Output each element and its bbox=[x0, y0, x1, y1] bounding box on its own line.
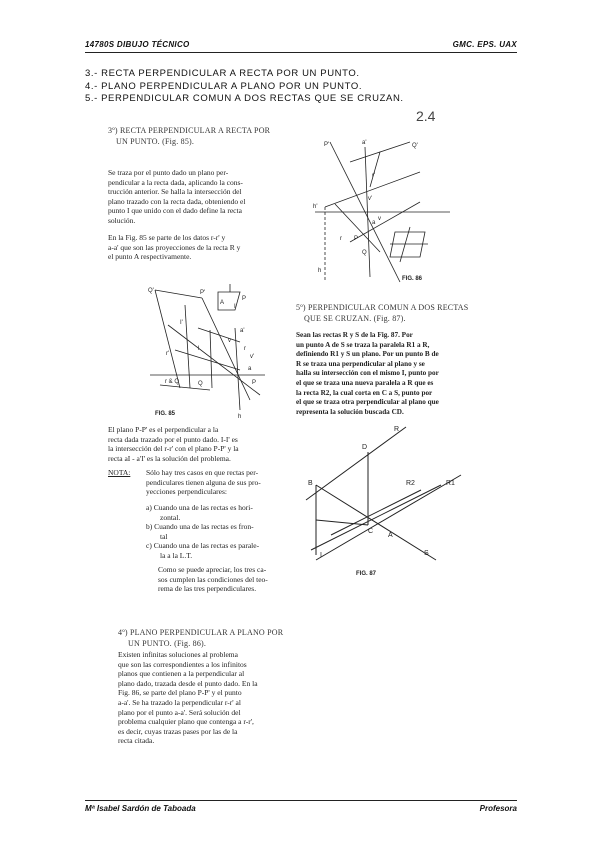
label-h: h bbox=[318, 268, 322, 274]
page-header bbox=[85, 40, 517, 53]
label-A: A bbox=[220, 300, 225, 306]
line: que son las correspondientes a los infinitos bbox=[118, 659, 247, 669]
case-b-cont: tal bbox=[160, 531, 168, 541]
label-v: v bbox=[228, 338, 231, 344]
line: el que se traza otra perpendicular al plano que bbox=[296, 398, 439, 407]
fig86-caption: FIG. 86 bbox=[402, 276, 423, 282]
label-a-prime: a' bbox=[362, 140, 367, 146]
label-R1: R1 bbox=[446, 480, 455, 487]
label-r-prime: r' bbox=[166, 351, 170, 357]
label-P-prime: P' bbox=[324, 142, 330, 148]
line: solución. bbox=[108, 215, 136, 225]
header-left: 14780S DIBUJO TÉCNICO bbox=[85, 40, 190, 49]
footer-role: Profesora bbox=[479, 804, 517, 813]
title-5: 5.- PERPENDICULAR COMUN A DOS RECTAS QUE SE CRUZAN. bbox=[85, 93, 404, 104]
case-b: b) Cuando una de las rectas es fron- bbox=[146, 522, 254, 532]
line: rema de las tres perpendiculares. bbox=[158, 584, 257, 594]
label-l: l bbox=[198, 346, 200, 352]
label-I: I bbox=[234, 304, 236, 310]
page-number: 2.4 bbox=[416, 108, 436, 124]
line: definiendo R1 y S un plano. Por un punto B de bbox=[296, 350, 439, 359]
nota-cases bbox=[146, 503, 286, 561]
label-R: R bbox=[394, 426, 400, 433]
line: el que se traza una nueva paralela a R que es bbox=[296, 378, 434, 387]
sec4-para bbox=[118, 650, 286, 746]
label-v: v bbox=[378, 216, 381, 222]
line: plano trazado con la recta dada, obteniendo el bbox=[108, 196, 246, 206]
label-r-prime: r' bbox=[372, 173, 376, 179]
label-P2: P bbox=[252, 380, 257, 386]
line: halla su intersección con el mismo I, punto por bbox=[296, 369, 439, 378]
label-r: r bbox=[340, 236, 342, 242]
nota-label: NOTA: bbox=[108, 468, 131, 477]
line: a-a'. Se ha trazado la perpendicular r-r' al bbox=[118, 697, 241, 707]
sec3-para1 bbox=[108, 168, 278, 226]
label-B: B bbox=[308, 480, 313, 487]
line: Existen infinitas soluciones al problema bbox=[118, 650, 238, 659]
sec3-para2 bbox=[108, 233, 278, 262]
sec3-heading-1: 3º) RECTA PERPENDICULAR A RECTA POR bbox=[108, 126, 271, 135]
label-P: P bbox=[354, 236, 359, 242]
label-Q-prime: Q' bbox=[412, 143, 418, 149]
label-I-prime: I' bbox=[180, 320, 183, 326]
line: punto I que unido con el dado define la recta bbox=[108, 206, 242, 216]
label-C: C bbox=[368, 528, 374, 535]
label-P-prime: P' bbox=[200, 290, 206, 296]
line: plano dado, trazada desde el punto dado. En la bbox=[118, 678, 258, 688]
line: Como se puede apreciar, los tres ca- bbox=[158, 565, 267, 574]
label-a-prime: a' bbox=[240, 328, 245, 334]
label-a: a bbox=[372, 220, 376, 226]
line: representa la solución buscada CD. bbox=[296, 407, 404, 416]
line: recta aI - a'I' es la solución del problema. bbox=[108, 453, 231, 463]
sec5-heading-2: QUE SE CRUZAN. (Fig. 87). bbox=[304, 314, 406, 323]
line: sos cumplen las condiciones del teo- bbox=[158, 574, 268, 584]
line: la recta R2, la cual corta en C a S, punto por bbox=[296, 388, 433, 397]
section-titles bbox=[85, 68, 404, 106]
line: R se traza una perpendicular al plano y se bbox=[296, 359, 425, 368]
figure-86 bbox=[310, 132, 460, 287]
line: pendiculares tienen alguna de sus pro- bbox=[146, 477, 261, 487]
line: problema cualquier plano que contenga a r-r', bbox=[118, 717, 254, 727]
line: recta dada trazado por el punto dado. I-I' es bbox=[108, 434, 238, 444]
title-3: 3.- RECTA PERPENDICULAR A RECTA POR UN PUNTO. bbox=[85, 68, 360, 79]
label-I: I bbox=[320, 552, 322, 559]
figure-85 bbox=[140, 270, 270, 420]
line: plano por el punto a-a'. Será solución del bbox=[118, 707, 241, 717]
line: Fig. 86, se parte del plano P-P' y el punto bbox=[118, 688, 242, 698]
label-P: P bbox=[242, 296, 247, 302]
sec4-heading-1: 4º) PLANO PERPENDICULAR A PLANO POR bbox=[118, 628, 284, 637]
line: pendicular a la recta dada, aplicando la cons- bbox=[108, 177, 243, 187]
case-c-cont: la a la L.T. bbox=[160, 550, 193, 560]
label-h-prime: h' bbox=[313, 204, 318, 210]
line: un punto A de S se traza la paralela R1 a R, bbox=[296, 340, 430, 349]
title-4: 4.- PLANO PERPENDICULAR A PLANO POR UN PUNTO. bbox=[85, 80, 363, 92]
line: a-a' que son las proyecciones de la recta R y bbox=[108, 242, 241, 252]
line: Se traza por el punto dado un plano per- bbox=[108, 168, 229, 177]
fig87-caption: FIG. 87 bbox=[356, 571, 377, 577]
sec3-para3 bbox=[108, 425, 284, 463]
sec5-para bbox=[296, 331, 466, 417]
case-a-cont: zontal. bbox=[160, 512, 181, 522]
line: planos que contienen a la perpendicular al bbox=[118, 669, 245, 679]
label-rsQ: r & Q bbox=[165, 379, 180, 385]
label-S: S bbox=[424, 550, 429, 557]
sec5-heading-1: 5º) PERPENDICULAR COMUN A DOS RECTAS bbox=[296, 303, 469, 312]
line: el punto A respectivamente. bbox=[108, 252, 192, 262]
label-Q-prime: Q' bbox=[148, 288, 154, 294]
label-R2: R2 bbox=[406, 480, 415, 487]
label-Q: Q bbox=[362, 250, 367, 256]
label-v-prime: v' bbox=[250, 354, 255, 360]
case-a: a) Cuando una de las rectas es hori- bbox=[146, 503, 253, 512]
line: El plano P-P' es el perpendicular a la bbox=[108, 425, 219, 434]
line: yecciones perpendiculares: bbox=[146, 487, 228, 497]
label-a: a bbox=[248, 366, 252, 372]
header-right: GMC. EPS. UAX bbox=[452, 40, 517, 49]
line: Sólo hay tres casos en que rectas per- bbox=[146, 468, 259, 477]
label-r: r bbox=[244, 346, 246, 352]
line: En la Fig. 85 se parte de los datos r-r' y bbox=[108, 233, 226, 242]
sec3-heading-2: UN PUNTO. (Fig. 85). bbox=[116, 137, 195, 146]
line: la intersección del r-r' con el plano P-P' y la bbox=[108, 444, 239, 454]
label-A: A bbox=[388, 532, 393, 539]
sec3-closing bbox=[158, 565, 288, 594]
label-Q: Q bbox=[198, 381, 203, 387]
nota-text bbox=[146, 468, 286, 497]
label-h: h bbox=[238, 414, 242, 420]
footer-author: Mª Isabel Sardón de Taboada bbox=[85, 804, 196, 813]
line: es decir, cuyas trazas pases por las de la bbox=[118, 726, 238, 736]
line: Sean las rectas R y S de la Fig. 87. Por bbox=[296, 331, 413, 339]
label-D: D bbox=[362, 444, 368, 451]
fig85-caption: FIG. 85 bbox=[155, 411, 176, 417]
line: recta citada. bbox=[118, 736, 155, 746]
page-footer bbox=[85, 800, 517, 813]
sec4-heading-2: UN PUNTO. (Fig. 86). bbox=[128, 639, 207, 648]
label-v-prime: v' bbox=[368, 196, 373, 202]
case-c: c) Cuando una de las rectas es parale- bbox=[146, 541, 260, 551]
figure-87 bbox=[296, 425, 466, 585]
line: trucción anterior. Se halla la intersección del bbox=[108, 187, 242, 197]
